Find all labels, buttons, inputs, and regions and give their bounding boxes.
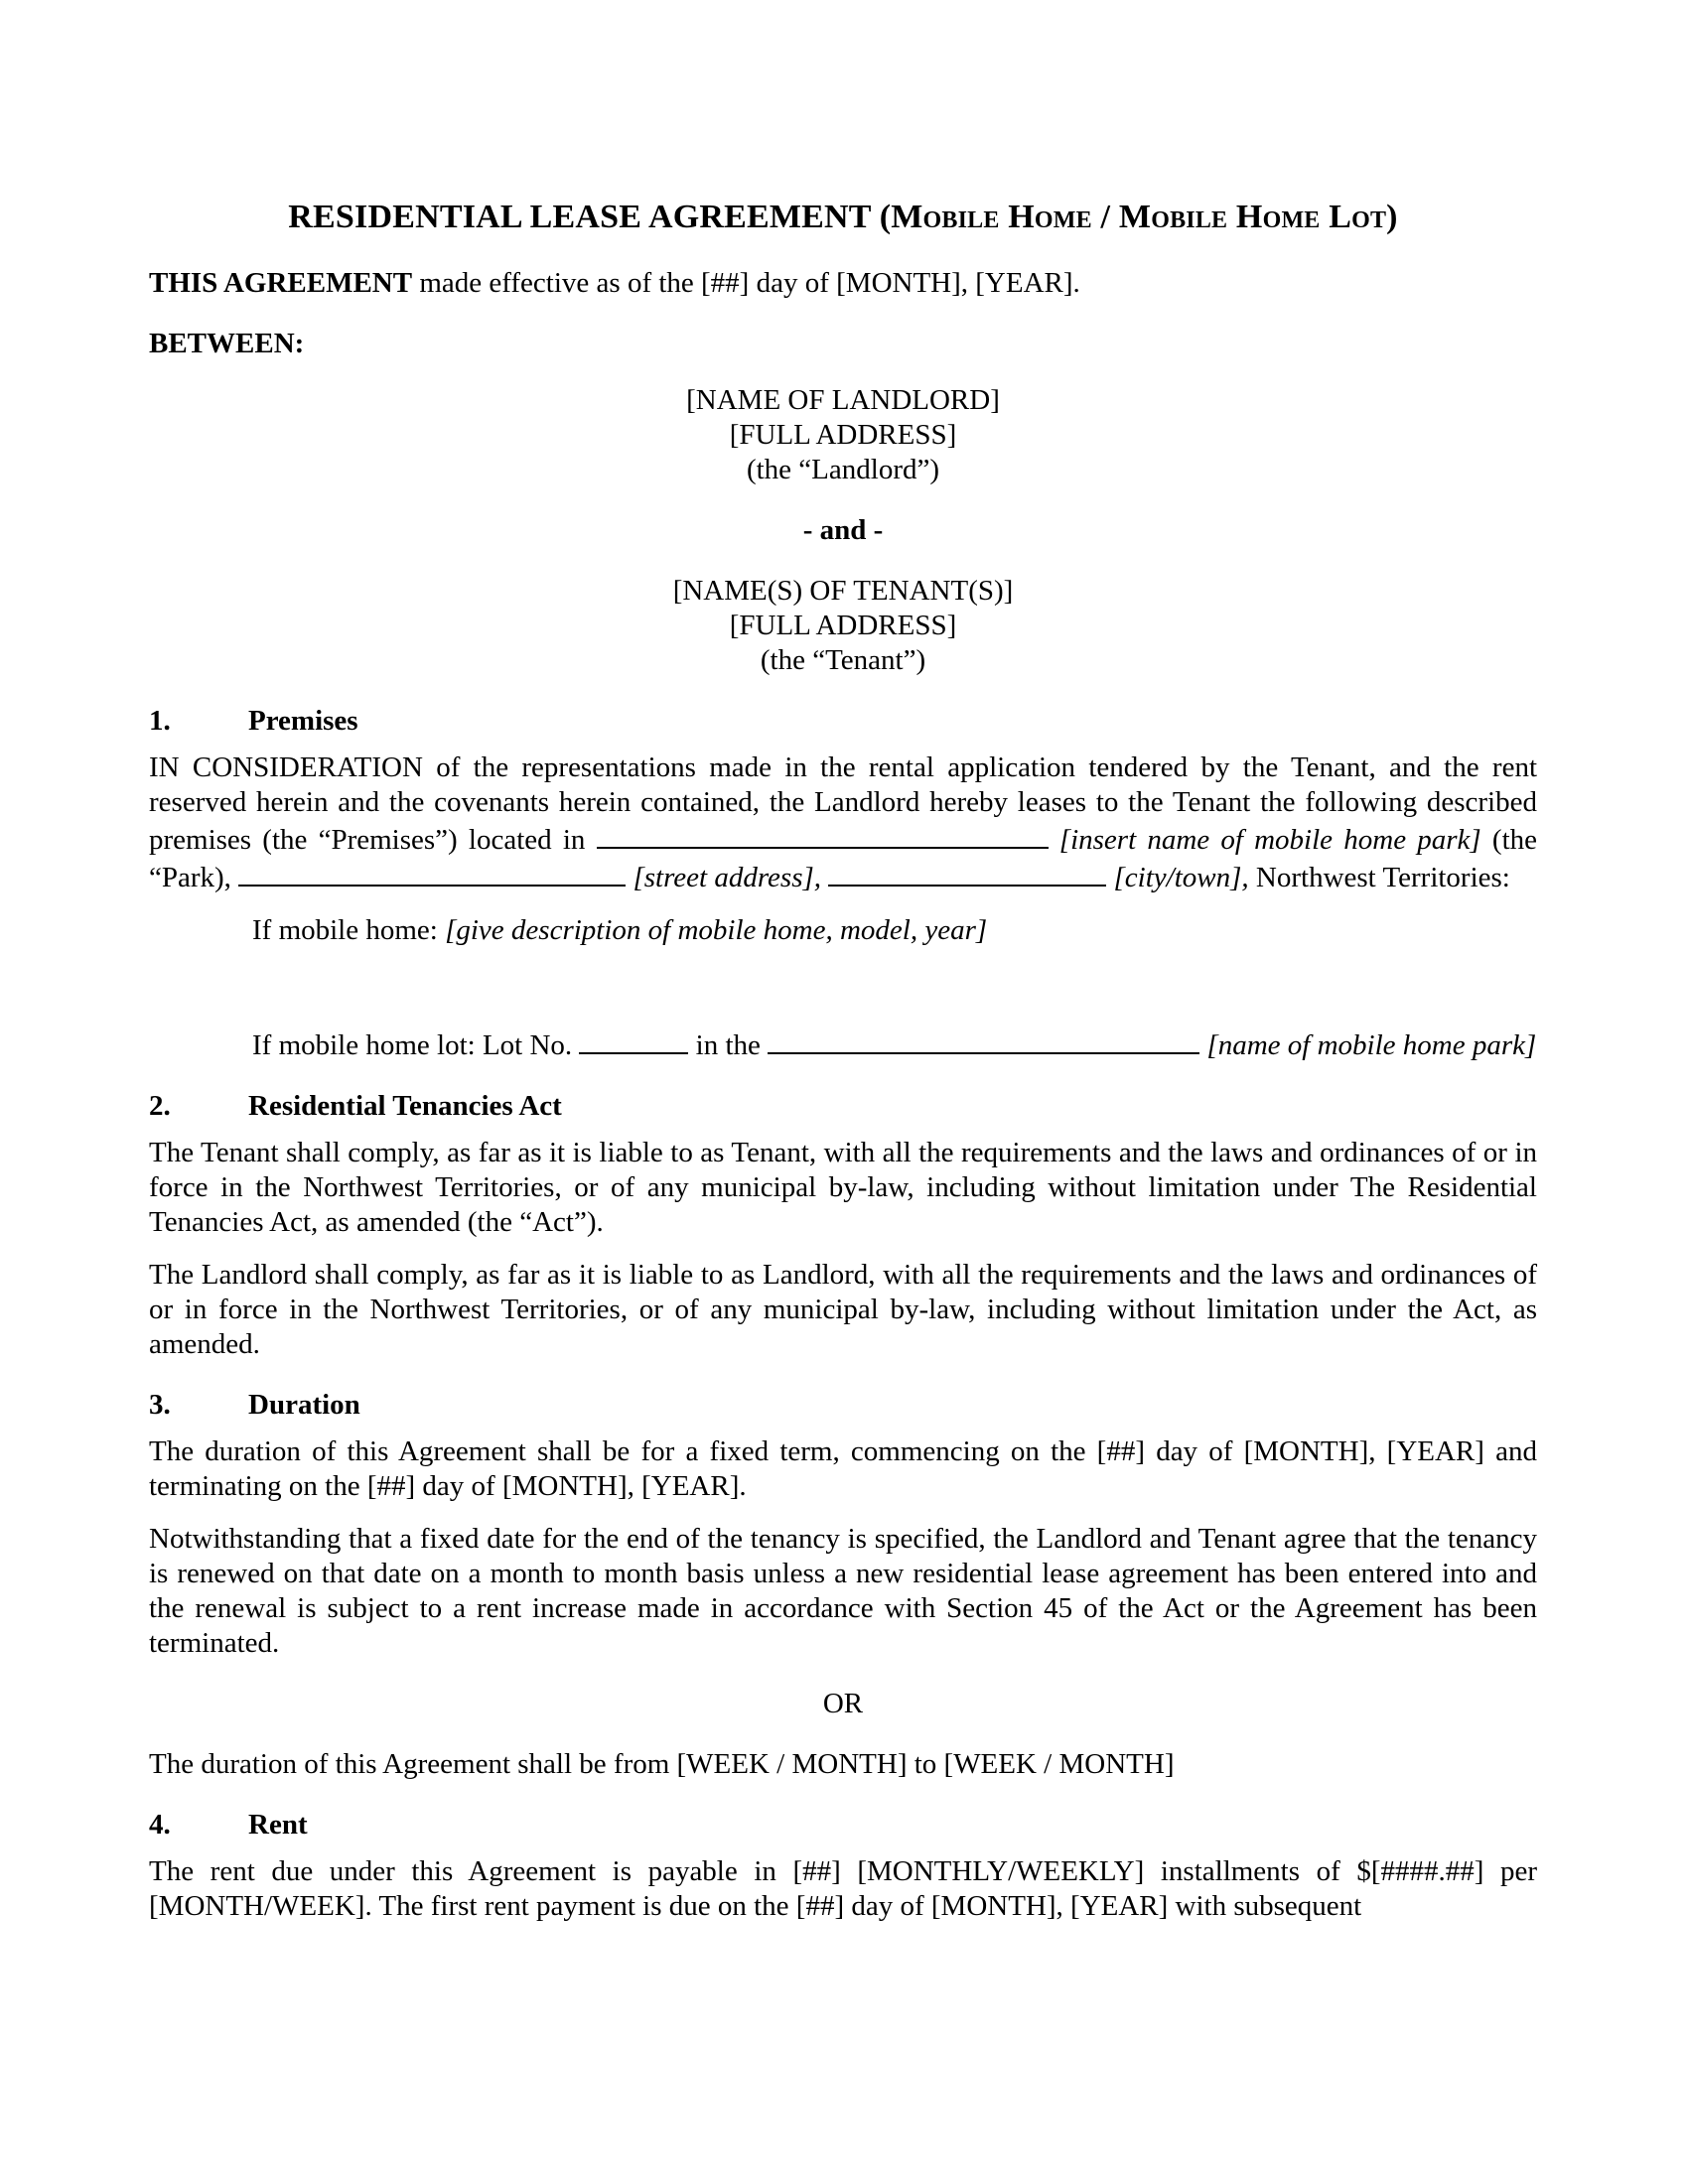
section-2-heading bbox=[149, 1089, 1537, 1124]
tenant-alias: (the “Tenant”) bbox=[760, 644, 926, 676]
hint-lot-park-name: [name of mobile home park] bbox=[1199, 1029, 1537, 1061]
tenant-comply-paragraph: The Tenant shall comply, as far as it is liable to as Tenant, with all the requirements and the laws and ordinances of or in force in the Northwest Territories, or of any municipal by-law, including without limitation under The Residential Tenancies Act, as amended (the “Act”). bbox=[149, 1137, 1537, 1238]
section-3-heading bbox=[149, 1388, 1537, 1423]
duration-renewal-paragraph: Notwithstanding that a fixed date for the end of the tenancy is specified, the Landlord and Tenant agree that the tenancy is renewed on that date on a month to month basis unless a new residential lease agreement has been entered into and the renewal is subject to a rent increase made in accordance with Section 45 of the Act or the Agreement has been terminated. bbox=[149, 1523, 1537, 1659]
rent-paragraph: The rent due under this Agreement is payable in [##] [MONTHLY/WEEKLY] installments of $[####.##] per [MONTH/WEEK]. The first rent payment is due on the [##] day of [MONTH], [YEAR] with subsequent bbox=[149, 1855, 1537, 1922]
hint-street-address: [street address], bbox=[626, 862, 829, 893]
premises-text-3: Northwest Territories: bbox=[1248, 862, 1510, 893]
if-lot-text-2: in the bbox=[688, 1029, 769, 1061]
premises-text-2: (the “Park), bbox=[149, 824, 1538, 893]
landlord-block bbox=[149, 383, 1537, 487]
section-4-title: Rent bbox=[248, 1809, 308, 1841]
landlord-comply-paragraph: The Landlord shall comply, as far as it is liable to as Landlord, with all the requirements and the laws and ordinances of or in force in the Northwest Territories, or of any municipal by-law, including without limitation under the Act, as amended. bbox=[149, 1259, 1537, 1360]
hint-park-name: [insert name of mobile home park] bbox=[1048, 824, 1481, 856]
title-smallcaps: Mobile Home / Mobile Home Lot bbox=[891, 199, 1387, 235]
landlord-name: [NAME OF LANDLORD] bbox=[686, 384, 1000, 416]
blank-line-lot-number bbox=[579, 1025, 688, 1054]
section-1-heading bbox=[149, 704, 1537, 739]
tenant-name: [NAME(S) OF TENANT(S)] bbox=[672, 575, 1014, 607]
if-mobile-home-lot-line bbox=[252, 1025, 1537, 1063]
section-3-title: Duration bbox=[248, 1389, 360, 1421]
premises-paragraph bbox=[149, 751, 1537, 895]
hint-city-town: [city/town], bbox=[1106, 862, 1249, 893]
duration-week-month-paragraph: The duration of this Agreement shall be from [WEEK / MONTH] to [WEEK / MONTH] bbox=[149, 1748, 1175, 1780]
section-1-number: 1. bbox=[149, 705, 171, 737]
blank-line-park-name bbox=[597, 820, 1049, 849]
agreement-lead-in: THIS AGREEMENT bbox=[149, 267, 413, 299]
section-3-number: 3. bbox=[149, 1389, 171, 1421]
section-2-number: 2. bbox=[149, 1090, 171, 1122]
document-title bbox=[149, 197, 1537, 238]
and-separator: - and - bbox=[802, 514, 884, 546]
lease-agreement-document bbox=[149, 197, 1537, 1942]
section-2-title: Residential Tenancies Act bbox=[248, 1090, 562, 1122]
or-separator: OR bbox=[822, 1688, 864, 1719]
blank-line-city-town bbox=[828, 858, 1106, 887]
title-main: RESIDENTIAL LEASE AGREEMENT ( bbox=[288, 199, 892, 235]
hint-mobile-home-description: [give description of mobile home, model, year] bbox=[445, 914, 988, 946]
tenant-address: [FULL ADDRESS] bbox=[729, 610, 957, 641]
if-mobile-home-line bbox=[252, 913, 1537, 948]
duration-fixed-term-paragraph: The duration of this Agreement shall be for a fixed term, commencing on the [##] day of [MONTH], [YEAR] and terminating on the [##] day of [MONTH], [YEAR]. bbox=[149, 1435, 1537, 1502]
if-lot-text-1: If mobile home lot: Lot No. bbox=[252, 1029, 580, 1061]
effective-date-text: made effective as of the [##] day of [MONTH], [YEAR]. bbox=[412, 267, 1080, 299]
between-label: BETWEEN: bbox=[149, 328, 305, 359]
section-4-number: 4. bbox=[149, 1809, 171, 1841]
blank-line-street-address bbox=[238, 858, 626, 887]
landlord-address: [FULL ADDRESS] bbox=[729, 419, 957, 451]
section-1-title: Premises bbox=[248, 705, 358, 737]
blank-line-lot-park-name bbox=[768, 1025, 1199, 1054]
effective-date-clause bbox=[149, 266, 1537, 301]
landlord-alias: (the “Landlord”) bbox=[746, 454, 940, 485]
tenant-block bbox=[149, 574, 1537, 678]
premises-text-1: IN CONSIDERATION of the representations made in the rental application tendered by the Tenant, and the rent reserved herein and the covenants herein contained, the Landlord hereby leases to the Tenant the following described premises (the “Premises”) located in bbox=[149, 751, 1537, 856]
section-4-heading bbox=[149, 1808, 1537, 1843]
title-close-paren: ) bbox=[1386, 199, 1398, 235]
if-mobile-home-label: If mobile home: bbox=[252, 914, 446, 946]
